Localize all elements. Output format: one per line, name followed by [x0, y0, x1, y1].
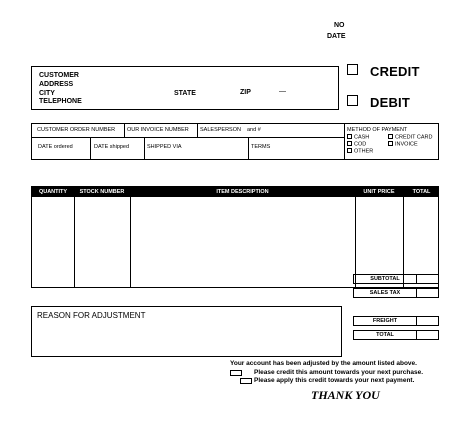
payment-invoice-option[interactable]: [388, 141, 418, 148]
date-label: DATE: [327, 33, 346, 40]
credit-payment-text: Please apply this credit towards your next payment.: [254, 377, 415, 384]
our-invoice-number-label: OUR INVOICE NUMBER: [127, 127, 189, 133]
telephone-label: TELEPHONE: [39, 98, 82, 105]
address-label: ADDRESS: [39, 81, 74, 88]
totals-block: [353, 274, 439, 357]
cod-label: COD: [354, 141, 367, 148]
credit-card-checkbox[interactable]: [388, 134, 393, 139]
credit-purchase-text: Please credit this amount towards your next purchase.: [254, 369, 424, 376]
credit-card-label: CREDIT CARD: [395, 134, 433, 141]
customer-info-box: [31, 66, 339, 110]
reason-label: REASON FOR ADJUSTMENT: [37, 311, 146, 320]
cash-checkbox[interactable]: [347, 134, 352, 139]
total-header: TOTAL: [412, 189, 431, 195]
cod-checkbox[interactable]: [347, 141, 352, 146]
invoice-label: INVOICE: [395, 141, 418, 148]
credit-checkbox[interactable]: [347, 64, 358, 75]
item-description-header: ITEM DESCRIPTION: [216, 189, 269, 195]
subtotal-label: SUBTOTAL: [353, 274, 417, 284]
and-hash-label: and #: [247, 127, 261, 133]
subtotal-value[interactable]: [417, 274, 439, 284]
items-table-header: [32, 187, 438, 197]
cash-label: CASH: [354, 134, 370, 141]
date-ordered-label: DATE ordered: [38, 144, 73, 150]
method-of-payment-label: METHOD OF PAYMENT: [347, 127, 408, 133]
thank-you-text: THANK YOU: [311, 388, 380, 402]
city-label: CITY: [39, 90, 55, 97]
debit-checkbox[interactable]: [347, 95, 358, 106]
column-divider: [403, 187, 404, 287]
reason-box[interactable]: [31, 306, 342, 357]
sales-tax-value[interactable]: [417, 288, 439, 298]
adjustment-notice: Your account has been adjusted by the amount listed above.: [230, 360, 417, 367]
freight-label: FREIGHT: [353, 316, 417, 326]
quantity-header: QUANTITY: [38, 189, 68, 195]
total-label: TOTAL: [353, 330, 417, 340]
total-value[interactable]: [417, 330, 439, 340]
items-table: [31, 186, 439, 288]
payment-credit-card-option[interactable]: [388, 134, 433, 141]
credit-payment-checkbox[interactable]: [240, 378, 252, 384]
invoice-checkbox[interactable]: [388, 141, 393, 146]
terms-label: TERMS: [251, 144, 271, 150]
zip-dash: —: [279, 88, 286, 95]
unit-price-header: UNIT PRICE: [363, 189, 395, 195]
state-label: STATE: [174, 90, 196, 97]
stock-number-header: STOCK NUMBER: [79, 189, 125, 195]
payment-other-option[interactable]: [347, 148, 373, 155]
customer-label: CUSTOMER: [39, 72, 79, 79]
payment-cod-option[interactable]: [347, 141, 366, 148]
shipped-via-label: SHIPPED VIA: [147, 144, 182, 150]
salesperson-label: SALESPERSON: [200, 127, 241, 133]
column-divider: [130, 187, 131, 287]
date-shipped-label: DATE shipped: [94, 144, 130, 150]
sales-tax-label: SALES TAX: [353, 288, 417, 298]
number-label: NO: [334, 22, 345, 29]
freight-value[interactable]: [417, 316, 439, 326]
column-divider: [355, 187, 356, 287]
order-info-table: [31, 123, 439, 160]
credit-label: CREDIT: [370, 64, 420, 79]
column-divider: [74, 187, 75, 287]
credit-purchase-checkbox[interactable]: [230, 370, 242, 376]
customer-order-number-label: CUSTOMER ORDER NUMBER: [37, 127, 116, 133]
payment-cash-option[interactable]: [347, 134, 369, 141]
zip-label: ZIP: [240, 89, 251, 96]
other-label: OTHER: [354, 148, 374, 155]
other-checkbox[interactable]: [347, 148, 352, 153]
debit-label: DEBIT: [370, 95, 410, 110]
